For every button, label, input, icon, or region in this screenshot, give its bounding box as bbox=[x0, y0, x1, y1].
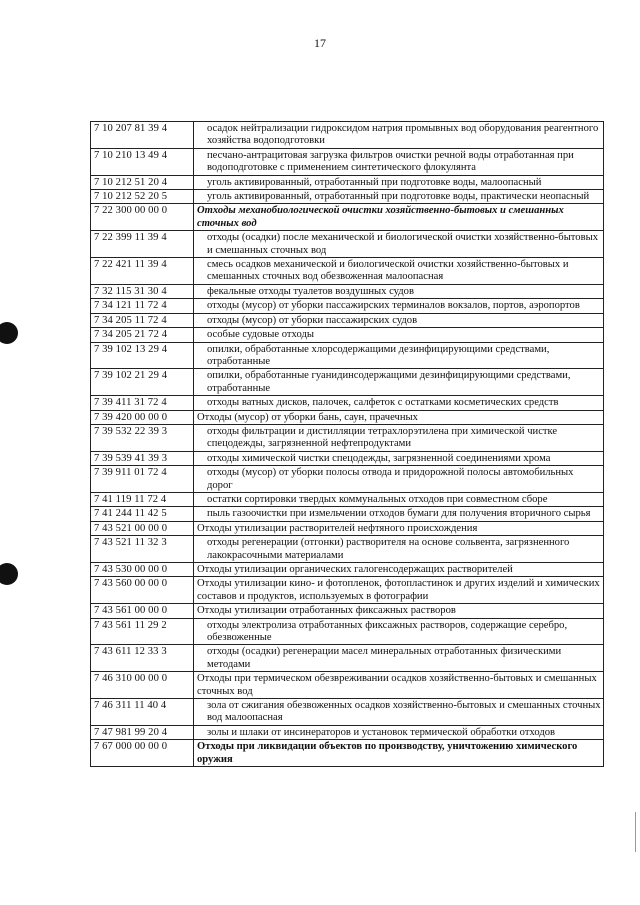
waste-description-cell: Отходы утилизации растворителей нефтяного происхождения bbox=[194, 521, 604, 535]
page-number: 17 bbox=[314, 36, 326, 50]
waste-description-cell: Отходы утилизации отработанных фиксажных растворов bbox=[194, 604, 604, 618]
waste-code-cell: 7 43 561 11 29 2 bbox=[91, 618, 194, 645]
waste-code-cell: 7 43 560 00 00 0 bbox=[91, 577, 194, 604]
table-row bbox=[91, 369, 604, 396]
waste-description-cell: отходы (осадки) после механической и биологической очистки хозяйственно-бытовых и смешанных сточных вод bbox=[194, 231, 604, 258]
waste-description-cell: пыль газоочистки при измельчении отходов бумаги для получения вторичного сырья bbox=[194, 507, 604, 521]
table-row bbox=[91, 284, 604, 298]
binder-hole-mark bbox=[0, 322, 18, 344]
waste-description-cell: зола от сжигания обезвоженных осадков хозяйственно-бытовых и смешанных сточных вод малоопасная bbox=[194, 699, 604, 726]
waste-description-cell: песчано-антрацитовая загрузка фильтров очистки речной воды отработанная при водоподготовке с применением синтетического флокулянта bbox=[194, 148, 604, 175]
table-row bbox=[91, 740, 604, 767]
table-row bbox=[91, 466, 604, 493]
table-row bbox=[91, 618, 604, 645]
binder-hole-mark bbox=[0, 563, 18, 585]
waste-description-cell: остатки сортировки твердых коммунальных отходов при совместном сборе bbox=[194, 492, 604, 506]
waste-description-cell: осадок нейтрализации гидроксидом натрия промывных вод оборудования реагентного хозяйства водоподготовки bbox=[194, 122, 604, 149]
waste-code-cell: 7 10 212 52 20 5 bbox=[91, 190, 194, 204]
table-row bbox=[91, 645, 604, 672]
waste-code-cell: 7 10 210 13 49 4 bbox=[91, 148, 194, 175]
table-row bbox=[91, 328, 604, 342]
table-row bbox=[91, 410, 604, 424]
waste-code-cell: 7 46 311 11 40 4 bbox=[91, 699, 194, 726]
waste-description-cell: особые судовые отходы bbox=[194, 328, 604, 342]
waste-description-cell: Отходы при термическом обезвреживании осадков хозяйственно-бытовых и смешанных сточных вод bbox=[194, 672, 604, 699]
waste-description-cell: отходы (мусор) от уборки пассажирских судов bbox=[194, 313, 604, 327]
table-row bbox=[91, 231, 604, 258]
waste-code-cell: 7 39 411 31 72 4 bbox=[91, 396, 194, 410]
table-row bbox=[91, 672, 604, 699]
table-row bbox=[91, 699, 604, 726]
waste-code-cell: 7 34 205 11 72 4 bbox=[91, 313, 194, 327]
waste-description-cell: Отходы механобиологической очистки хозяйственно-бытовых и смешанных сточных вод bbox=[194, 204, 604, 231]
waste-description-cell: отходы фильтрации и дистилляции тетрахлорэтилена при химической чистке спецодежды, загрязненной нефтепродуктами bbox=[194, 424, 604, 451]
table-row bbox=[91, 521, 604, 535]
waste-description-cell: отходы химической чистки спецодежды, загрязненной соединениями хрома bbox=[194, 451, 604, 465]
table-row bbox=[91, 204, 604, 231]
waste-description-cell: отходы электролиза отработанных фиксажных растворов, содержащие серебро, обезвоженные bbox=[194, 618, 604, 645]
waste-code-cell: 7 39 911 01 72 4 bbox=[91, 466, 194, 493]
waste-description-cell: отходы регенерации (отгонки) растворителя на основе сольвента, загрязненного лакокрасочными материалами bbox=[194, 536, 604, 563]
table-row bbox=[91, 175, 604, 189]
waste-description-cell: уголь активированный, отработанный при подготовке воды, малоопасный bbox=[194, 175, 604, 189]
waste-description-cell: золы и шлаки от инсинераторов и установок термической обработки отходов bbox=[194, 725, 604, 739]
table-row bbox=[91, 563, 604, 577]
waste-code-cell: 7 34 121 11 72 4 bbox=[91, 299, 194, 313]
table-row bbox=[91, 299, 604, 313]
waste-code-cell: 7 39 539 41 39 3 bbox=[91, 451, 194, 465]
waste-code-cell: 7 43 521 11 32 3 bbox=[91, 536, 194, 563]
waste-code-cell: 7 39 102 13 29 4 bbox=[91, 342, 194, 369]
waste-description-cell: Отходы утилизации кино- и фотопленок, фотопластинок и других изделий и химических составов и продуктов, используемых в фотографии bbox=[194, 577, 604, 604]
table-row bbox=[91, 577, 604, 604]
waste-code-cell: 7 22 300 00 00 0 bbox=[91, 204, 194, 231]
waste-code-cell: 7 39 532 22 39 3 bbox=[91, 424, 194, 451]
waste-code-cell: 7 39 102 21 29 4 bbox=[91, 369, 194, 396]
waste-description-cell: смесь осадков механической и биологической очистки хозяйственно-бытовых и смешанных сточных вод обезвоженная малоопасная bbox=[194, 258, 604, 285]
table-row bbox=[91, 342, 604, 369]
table-row bbox=[91, 507, 604, 521]
waste-code-cell: 7 41 244 11 42 5 bbox=[91, 507, 194, 521]
waste-code-cell: 7 43 521 00 00 0 bbox=[91, 521, 194, 535]
table-row bbox=[91, 190, 604, 204]
table-row bbox=[91, 725, 604, 739]
table-row bbox=[91, 258, 604, 285]
waste-code-cell: 7 46 310 00 00 0 bbox=[91, 672, 194, 699]
waste-description-cell: Отходы (мусор) от уборки бань, саун, прачечных bbox=[194, 410, 604, 424]
waste-code-cell: 7 43 611 12 33 3 bbox=[91, 645, 194, 672]
waste-description-cell: отходы ватных дисков, палочек, салфеток с остатками косметических средств bbox=[194, 396, 604, 410]
waste-description-cell: уголь активированный, отработанный при подготовке воды, практически неопасный bbox=[194, 190, 604, 204]
table-row bbox=[91, 536, 604, 563]
waste-description-cell: Отходы при ликвидации объектов по производству, уничтожению химического оружия bbox=[194, 740, 604, 767]
table-row bbox=[91, 604, 604, 618]
waste-code-cell: 7 22 399 11 39 4 bbox=[91, 231, 194, 258]
waste-code-cell: 7 10 212 51 20 4 bbox=[91, 175, 194, 189]
waste-description-cell: Отходы утилизации органических галогенсодержащих растворителей bbox=[194, 563, 604, 577]
table-row bbox=[91, 148, 604, 175]
table-row bbox=[91, 313, 604, 327]
waste-code-cell: 7 41 119 11 72 4 bbox=[91, 492, 194, 506]
waste-code-cell: 7 43 561 00 00 0 bbox=[91, 604, 194, 618]
waste-description-cell: отходы (осадки) регенерации масел минеральных отработанных физическими методами bbox=[194, 645, 604, 672]
table-row bbox=[91, 492, 604, 506]
waste-code-cell: 7 39 420 00 00 0 bbox=[91, 410, 194, 424]
scan-edge-mark bbox=[635, 812, 636, 852]
waste-code-cell: 7 43 530 00 00 0 bbox=[91, 563, 194, 577]
waste-code-cell: 7 22 421 11 39 4 bbox=[91, 258, 194, 285]
waste-codes-table bbox=[90, 121, 604, 767]
waste-code-cell: 7 34 205 21 72 4 bbox=[91, 328, 194, 342]
waste-description-cell: отходы (мусор) от уборки пассажирских терминалов вокзалов, портов, аэропортов bbox=[194, 299, 604, 313]
waste-description-cell: отходы (мусор) от уборки полосы отвода и придорожной полосы автомобильных дорог bbox=[194, 466, 604, 493]
waste-description-cell: фекальные отходы туалетов воздушных судов bbox=[194, 284, 604, 298]
waste-code-cell: 7 32 115 31 30 4 bbox=[91, 284, 194, 298]
waste-code-cell: 7 47 981 99 20 4 bbox=[91, 725, 194, 739]
waste-code-cell: 7 10 207 81 39 4 bbox=[91, 122, 194, 149]
table-row bbox=[91, 424, 604, 451]
waste-description-cell: опилки, обработанные гуанидинсодержащими дезинфицирующими средствами, отработанные bbox=[194, 369, 604, 396]
table-row bbox=[91, 122, 604, 149]
table-row bbox=[91, 451, 604, 465]
waste-description-cell: опилки, обработанные хлорсодержащими дезинфицирующими средствами, отработанные bbox=[194, 342, 604, 369]
table-row bbox=[91, 396, 604, 410]
waste-code-cell: 7 67 000 00 00 0 bbox=[91, 740, 194, 767]
